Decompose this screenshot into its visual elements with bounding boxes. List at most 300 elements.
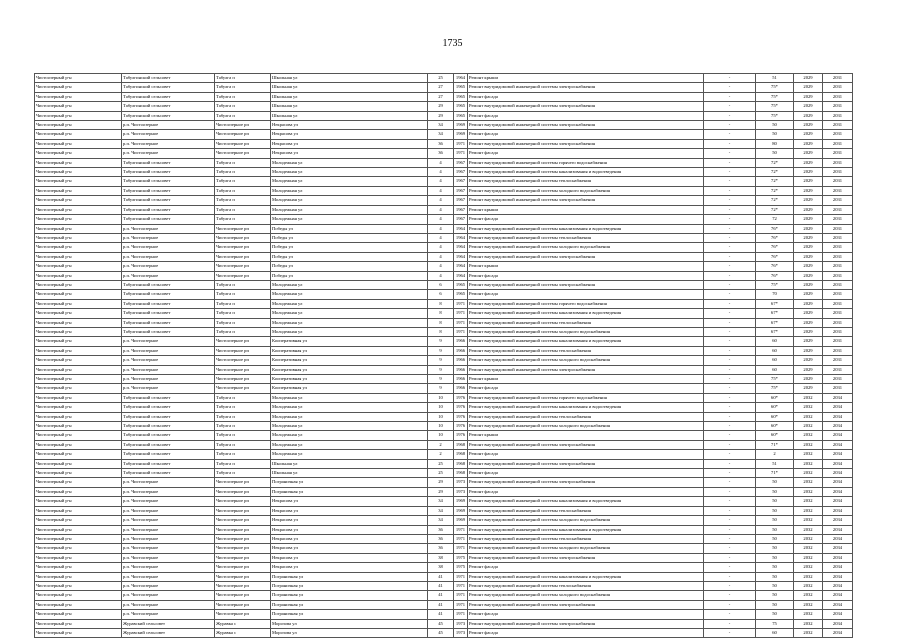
cell-start-year: 2029 (794, 299, 823, 308)
cell-end-year: 2034 (823, 600, 853, 609)
cell-build-year: 1964 (454, 224, 468, 233)
cell-street: Пограничная ул (271, 572, 428, 581)
cell-street: Пограничная ул (271, 591, 428, 600)
cell-locality: Чистоозерное рп (215, 478, 271, 487)
cell-end-year: 2031 (823, 262, 853, 271)
cell-blank-mark: - (704, 205, 756, 214)
cell-house-number: 8 (428, 309, 454, 318)
cell-district: Чистоозерный р-н (35, 487, 122, 496)
cell-start-year: 2029 (794, 102, 823, 111)
cell-build-year: 1976 (454, 412, 468, 421)
cell-work-type: Ремонт внутридомовой инженерной системы канализования и водоотведения (468, 572, 704, 581)
cell-build-year: 1975 (454, 553, 468, 562)
repair-schedule-table (34, 73, 853, 638)
cell-build-year: 1964 (454, 252, 468, 261)
cell-locality: Чистоозерное рп (215, 121, 271, 130)
cell-wear-percent: 67* (756, 318, 794, 327)
cell-end-year: 2031 (823, 158, 853, 167)
cell-wear-percent: 60 (756, 628, 794, 637)
cell-street: Пограничная ул (271, 487, 428, 496)
cell-house-number: 10 (428, 422, 454, 431)
cell-end-year: 2034 (823, 628, 853, 637)
cell-work-type: Ремонт крыши (468, 205, 704, 214)
cell-build-year: 1971 (454, 327, 468, 336)
cell-locality: Табулга п (215, 280, 271, 289)
cell-blank-mark: - (704, 431, 756, 440)
cell-house-number: 4 (428, 177, 454, 186)
cell-district: Чистоозерный р-н (35, 271, 122, 280)
cell-district: Чистоозерный р-н (35, 619, 122, 628)
cell-work-type: Ремонт внутридомовой инженерной системы теплоснабжения (468, 506, 704, 515)
cell-house-number: 27 (428, 92, 454, 101)
cell-wear-percent: 76* (756, 243, 794, 252)
cell-municipality: Журавский сельсовет (122, 619, 215, 628)
cell-wear-percent: 50 (756, 525, 794, 534)
table-row (35, 628, 853, 637)
cell-street: Молодежная ул (271, 168, 428, 177)
cell-end-year: 2031 (823, 196, 853, 205)
cell-start-year: 2032 (794, 393, 823, 402)
cell-street: Молодежная ул (271, 280, 428, 289)
cell-house-number: 34 (428, 516, 454, 525)
cell-work-type: Ремонт внутридомовой инженерной системы горячего водоснабжения (468, 158, 704, 167)
table-row (35, 102, 853, 111)
cell-locality: Табулга п (215, 459, 271, 468)
cell-end-year: 2034 (823, 422, 853, 431)
cell-district: Чистоозерный р-н (35, 309, 122, 318)
cell-end-year: 2034 (823, 431, 853, 440)
cell-street: Пограничная ул (271, 478, 428, 487)
cell-locality: Табулга п (215, 318, 271, 327)
cell-blank-mark: - (704, 224, 756, 233)
cell-wear-percent: 50 (756, 610, 794, 619)
cell-blank-mark: - (704, 356, 756, 365)
cell-start-year: 2029 (794, 252, 823, 261)
cell-locality: Чистоозерное рп (215, 262, 271, 271)
cell-start-year: 2032 (794, 422, 823, 431)
cell-locality: Чистоозерное рп (215, 365, 271, 374)
cell-build-year: 1971 (454, 309, 468, 318)
cell-build-year: 1976 (454, 422, 468, 431)
cell-start-year: 2032 (794, 572, 823, 581)
cell-wear-percent: 60* (756, 393, 794, 402)
cell-work-type: Ремонт внутридомовой инженерной системы теплоснабжения (468, 346, 704, 355)
cell-start-year: 2032 (794, 563, 823, 572)
cell-district: Чистоозерный р-н (35, 628, 122, 637)
cell-locality: Чистоозерное рп (215, 534, 271, 543)
cell-house-number: 9 (428, 375, 454, 384)
cell-work-type: Ремонт внутридомовой инженерной системы канализования и водоотведения (468, 309, 704, 318)
cell-build-year: 1966 (454, 337, 468, 346)
cell-street: Школьная ул (271, 83, 428, 92)
cell-work-type: Ремонт внутридомовой инженерной системы горячего водоснабжения (468, 299, 704, 308)
cell-street: Молодежная ул (271, 299, 428, 308)
cell-wear-percent: 67* (756, 309, 794, 318)
cell-street: Молодежная ул (271, 318, 428, 327)
page-number: 1735 (442, 38, 463, 49)
cell-start-year: 2029 (794, 92, 823, 101)
cell-district: Чистоозерный р-н (35, 196, 122, 205)
cell-work-type: Ремонт внутридомовой инженерной системы холодного водоснабжения (468, 516, 704, 525)
cell-district: Чистоозерный р-н (35, 534, 122, 543)
cell-house-number: 9 (428, 346, 454, 355)
cell-end-year: 2031 (823, 186, 853, 195)
cell-work-type: Ремонт внутридомовой инженерной системы электроснабжения (468, 365, 704, 374)
table-row (35, 290, 853, 299)
cell-house-number: 2 (428, 450, 454, 459)
cell-district: Чистоозерный р-н (35, 262, 122, 271)
table-row (35, 450, 853, 459)
cell-municipality: р.п. Чистоозерное (122, 591, 215, 600)
cell-locality: Журавка с (215, 628, 271, 637)
cell-build-year: 1975 (454, 563, 468, 572)
cell-build-year: 1969 (454, 516, 468, 525)
cell-wear-percent: 50 (756, 553, 794, 562)
cell-wear-percent: 72* (756, 196, 794, 205)
cell-end-year: 2034 (823, 469, 853, 478)
cell-district: Чистоозерный р-н (35, 497, 122, 506)
cell-locality: Табулга п (215, 327, 271, 336)
cell-build-year: 1973 (454, 619, 468, 628)
cell-house-number: 38 (428, 553, 454, 562)
cell-district: Чистоозерный р-н (35, 139, 122, 148)
cell-blank-mark: - (704, 346, 756, 355)
cell-municipality: Табулгинский сельсовет (122, 290, 215, 299)
cell-locality: Табулга п (215, 440, 271, 449)
cell-municipality: Табулгинский сельсовет (122, 422, 215, 431)
cell-locality: Чистоозерное рп (215, 271, 271, 280)
cell-locality: Табулга п (215, 215, 271, 224)
cell-wear-percent: 50 (756, 478, 794, 487)
cell-street: Школьная ул (271, 469, 428, 478)
cell-municipality: р.п. Чистоозерное (122, 572, 215, 581)
cell-end-year: 2031 (823, 102, 853, 111)
cell-work-type: Ремонт внутридомовой инженерной системы электроснабжения (468, 440, 704, 449)
cell-municipality: Табулгинский сельсовет (122, 111, 215, 120)
cell-build-year: 1964 (454, 243, 468, 252)
cell-end-year: 2031 (823, 74, 853, 83)
cell-wear-percent: 72* (756, 168, 794, 177)
cell-district: Чистоозерный р-н (35, 177, 122, 186)
cell-start-year: 2029 (794, 158, 823, 167)
cell-street: Некрасова ул (271, 130, 428, 139)
cell-municipality: р.п. Чистоозерное (122, 224, 215, 233)
cell-work-type: Ремонт внутридомовой инженерной системы теплоснабжения (468, 581, 704, 590)
cell-wear-percent: 60* (756, 422, 794, 431)
cell-build-year: 1964 (454, 271, 468, 280)
cell-street: Молодежная ул (271, 422, 428, 431)
cell-work-type: Ремонт внутридомовой инженерной системы электроснабжения (468, 280, 704, 289)
cell-blank-mark: - (704, 92, 756, 101)
cell-blank-mark: - (704, 271, 756, 280)
cell-blank-mark: - (704, 610, 756, 619)
cell-street: Победы ул (271, 224, 428, 233)
cell-district: Чистоозерный р-н (35, 572, 122, 581)
cell-work-type: Ремонт внутридомовой инженерной системы канализования и водоотведения (468, 497, 704, 506)
cell-start-year: 2032 (794, 581, 823, 590)
cell-start-year: 2032 (794, 412, 823, 421)
cell-wear-percent: 50 (756, 506, 794, 515)
cell-district: Чистоозерный р-н (35, 205, 122, 214)
cell-build-year: 1969 (454, 497, 468, 506)
cell-district: Чистоозерный р-н (35, 149, 122, 158)
cell-wear-percent: 50 (756, 130, 794, 139)
table-row (35, 600, 853, 609)
cell-house-number: 29 (428, 102, 454, 111)
cell-end-year: 2031 (823, 356, 853, 365)
cell-house-number: 45 (428, 619, 454, 628)
cell-end-year: 2031 (823, 318, 853, 327)
cell-work-type: Ремонт внутридомовой инженерной системы канализования и водоотведения (468, 337, 704, 346)
cell-house-number: 34 (428, 121, 454, 130)
cell-end-year: 2034 (823, 581, 853, 590)
cell-blank-mark: - (704, 393, 756, 402)
cell-street: Победы ул (271, 262, 428, 271)
cell-locality: Чистоозерное рп (215, 375, 271, 384)
cell-district: Чистоозерный р-н (35, 403, 122, 412)
cell-blank-mark: - (704, 534, 756, 543)
cell-end-year: 2034 (823, 478, 853, 487)
cell-house-number: 8 (428, 318, 454, 327)
cell-end-year: 2031 (823, 365, 853, 374)
cell-build-year: 1967 (454, 168, 468, 177)
cell-build-year: 1965 (454, 290, 468, 299)
cell-wear-percent: 51 (756, 74, 794, 83)
cell-build-year: 1971 (454, 581, 468, 590)
cell-wear-percent: 71* (756, 469, 794, 478)
table-row (35, 196, 853, 205)
cell-wear-percent: 67* (756, 299, 794, 308)
table-row (35, 431, 853, 440)
cell-municipality: Табулгинский сельсовет (122, 393, 215, 402)
cell-municipality: Табулгинский сельсовет (122, 440, 215, 449)
cell-street: Морозова ул (271, 628, 428, 637)
cell-district: Чистоозерный р-н (35, 356, 122, 365)
cell-wear-percent: 75* (756, 102, 794, 111)
cell-municipality: р.п. Чистоозерное (122, 478, 215, 487)
cell-start-year: 2029 (794, 205, 823, 214)
cell-locality: Табулга п (215, 111, 271, 120)
cell-street: Молодежная ул (271, 158, 428, 167)
cell-locality: Чистоозерное рп (215, 384, 271, 393)
cell-build-year: 1971 (454, 544, 468, 553)
cell-district: Чистоозерный р-н (35, 544, 122, 553)
cell-district: Чистоозерный р-н (35, 318, 122, 327)
cell-work-type: Ремонт внутридомовой инженерной системы электроснабжения (468, 252, 704, 261)
cell-street: Кооперативная ул (271, 337, 428, 346)
cell-municipality: Табулгинский сельсовет (122, 205, 215, 214)
table-row (35, 412, 853, 421)
cell-street: Школьная ул (271, 92, 428, 101)
cell-end-year: 2031 (823, 327, 853, 336)
cell-build-year: 1976 (454, 403, 468, 412)
cell-work-type: Ремонт внутридомовой инженерной системы электроснабжения (468, 102, 704, 111)
cell-build-year: 1965 (454, 102, 468, 111)
cell-wear-percent: 76* (756, 262, 794, 271)
cell-street: Некрасова ул (271, 121, 428, 130)
cell-municipality: р.п. Чистоозерное (122, 130, 215, 139)
cell-work-type: Ремонт внутридомовой инженерной системы электроснабжения (468, 139, 704, 148)
cell-municipality: р.п. Чистоозерное (122, 346, 215, 355)
cell-street: Кооперативная ул (271, 346, 428, 355)
cell-work-type: Ремонт внутридомовой инженерной системы теплоснабжения (468, 534, 704, 543)
cell-district: Чистоозерный р-н (35, 581, 122, 590)
cell-end-year: 2031 (823, 177, 853, 186)
cell-district: Чистоозерный р-н (35, 233, 122, 242)
cell-start-year: 2032 (794, 431, 823, 440)
cell-end-year: 2031 (823, 130, 853, 139)
cell-work-type: Ремонт внутридомовой инженерной системы теплоснабжения (468, 318, 704, 327)
cell-end-year: 2031 (823, 290, 853, 299)
cell-start-year: 2032 (794, 591, 823, 600)
cell-locality: Чистоозерное рп (215, 139, 271, 148)
cell-street: Молодежная ул (271, 215, 428, 224)
cell-locality: Чистоозерное рп (215, 506, 271, 515)
cell-district: Чистоозерный р-н (35, 478, 122, 487)
cell-work-type: Ремонт фасада (468, 215, 704, 224)
cell-district: Чистоозерный р-н (35, 111, 122, 120)
cell-municipality: Журавский сельсовет (122, 628, 215, 637)
cell-work-type: Ремонт внутридомовой инженерной системы горячего водоснабжения (468, 393, 704, 402)
cell-blank-mark: - (704, 111, 756, 120)
cell-blank-mark: - (704, 440, 756, 449)
cell-build-year: 1968 (454, 469, 468, 478)
cell-end-year: 2034 (823, 393, 853, 402)
cell-district: Чистоозерный р-н (35, 102, 122, 111)
cell-blank-mark: - (704, 327, 756, 336)
cell-wear-percent: 75 (756, 619, 794, 628)
cell-end-year: 2034 (823, 563, 853, 572)
cell-district: Чистоозерный р-н (35, 337, 122, 346)
cell-house-number: 34 (428, 506, 454, 515)
cell-locality: Чистоозерное рп (215, 544, 271, 553)
cell-locality: Чистоозерное рп (215, 233, 271, 242)
cell-build-year: 1971 (454, 149, 468, 158)
cell-build-year: 1968 (454, 440, 468, 449)
cell-locality: Табулга п (215, 158, 271, 167)
cell-wear-percent: 50 (756, 563, 794, 572)
cell-municipality: Табулгинский сельсовет (122, 168, 215, 177)
cell-start-year: 2032 (794, 553, 823, 562)
cell-district: Чистоозерный р-н (35, 516, 122, 525)
cell-start-year: 2029 (794, 83, 823, 92)
table-row (35, 243, 853, 252)
cell-house-number: 4 (428, 252, 454, 261)
cell-build-year: 1965 (454, 280, 468, 289)
cell-house-number: 6 (428, 290, 454, 299)
cell-start-year: 2029 (794, 139, 823, 148)
cell-house-number: 29 (428, 487, 454, 496)
cell-wear-percent: 75* (756, 92, 794, 101)
cell-municipality: р.п. Чистоозерное (122, 534, 215, 543)
table-row (35, 337, 853, 346)
table-row (35, 393, 853, 402)
cell-street: Молодежная ул (271, 196, 428, 205)
cell-end-year: 2031 (823, 121, 853, 130)
cell-district: Чистоозерный р-н (35, 346, 122, 355)
table-row (35, 299, 853, 308)
cell-municipality: р.п. Чистоозерное (122, 487, 215, 496)
cell-blank-mark: - (704, 149, 756, 158)
cell-start-year: 2032 (794, 497, 823, 506)
cell-build-year: 1967 (454, 196, 468, 205)
cell-blank-mark: - (704, 130, 756, 139)
cell-work-type: Ремонт фасада (468, 469, 704, 478)
cell-wear-percent: 50 (756, 534, 794, 543)
cell-house-number: 4 (428, 262, 454, 271)
cell-house-number: 29 (428, 478, 454, 487)
cell-house-number: 10 (428, 403, 454, 412)
cell-end-year: 2031 (823, 252, 853, 261)
cell-municipality: р.п. Чистоозерное (122, 384, 215, 393)
cell-blank-mark: - (704, 186, 756, 195)
cell-build-year: 1967 (454, 158, 468, 167)
cell-blank-mark: - (704, 525, 756, 534)
cell-end-year: 2031 (823, 149, 853, 158)
cell-house-number: 25 (428, 469, 454, 478)
cell-locality: Журавка с (215, 619, 271, 628)
cell-blank-mark: - (704, 139, 756, 148)
cell-municipality: Табулгинский сельсовет (122, 92, 215, 101)
cell-start-year: 2029 (794, 243, 823, 252)
cell-build-year: 1973 (454, 487, 468, 496)
cell-locality: Табулга п (215, 431, 271, 440)
cell-work-type: Ремонт внутридомовой инженерной системы теплоснабжения (468, 233, 704, 242)
table-row (35, 149, 853, 158)
cell-municipality: Табулгинский сельсовет (122, 327, 215, 336)
cell-locality: Чистоозерное рп (215, 553, 271, 562)
cell-end-year: 2034 (823, 544, 853, 553)
cell-start-year: 2032 (794, 450, 823, 459)
cell-build-year: 1973 (454, 478, 468, 487)
cell-house-number: 41 (428, 600, 454, 609)
cell-locality: Табулга п (215, 177, 271, 186)
cell-work-type: Ремонт крыши (468, 431, 704, 440)
cell-municipality: р.п. Чистоозерное (122, 506, 215, 515)
cell-house-number: 45 (428, 628, 454, 637)
table-row (35, 478, 853, 487)
cell-build-year: 1967 (454, 215, 468, 224)
cell-start-year: 2029 (794, 384, 823, 393)
cell-house-number: 4 (428, 205, 454, 214)
cell-locality: Чистоозерное рп (215, 487, 271, 496)
cell-house-number: 41 (428, 572, 454, 581)
cell-house-number: 25 (428, 459, 454, 468)
cell-locality: Табулга п (215, 469, 271, 478)
cell-blank-mark: - (704, 102, 756, 111)
cell-start-year: 2032 (794, 487, 823, 496)
cell-start-year: 2029 (794, 111, 823, 120)
cell-district: Чистоозерный р-н (35, 422, 122, 431)
cell-end-year: 2034 (823, 553, 853, 562)
table-row (35, 224, 853, 233)
cell-blank-mark: - (704, 262, 756, 271)
cell-build-year: 1965 (454, 83, 468, 92)
cell-street: Победы ул (271, 252, 428, 261)
cell-wear-percent: 72 (756, 215, 794, 224)
cell-locality: Чистоозерное рп (215, 600, 271, 609)
cell-start-year: 2029 (794, 271, 823, 280)
cell-locality: Табулга п (215, 92, 271, 101)
cell-wear-percent: 51 (756, 459, 794, 468)
cell-work-type: Ремонт внутридомовой инженерной системы холодного водоснабжения (468, 356, 704, 365)
cell-blank-mark: - (704, 403, 756, 412)
cell-wear-percent: 75* (756, 111, 794, 120)
cell-street: Кооперативная ул (271, 375, 428, 384)
cell-municipality: Табулгинский сельсовет (122, 450, 215, 459)
cell-house-number: 27 (428, 83, 454, 92)
cell-start-year: 2029 (794, 375, 823, 384)
